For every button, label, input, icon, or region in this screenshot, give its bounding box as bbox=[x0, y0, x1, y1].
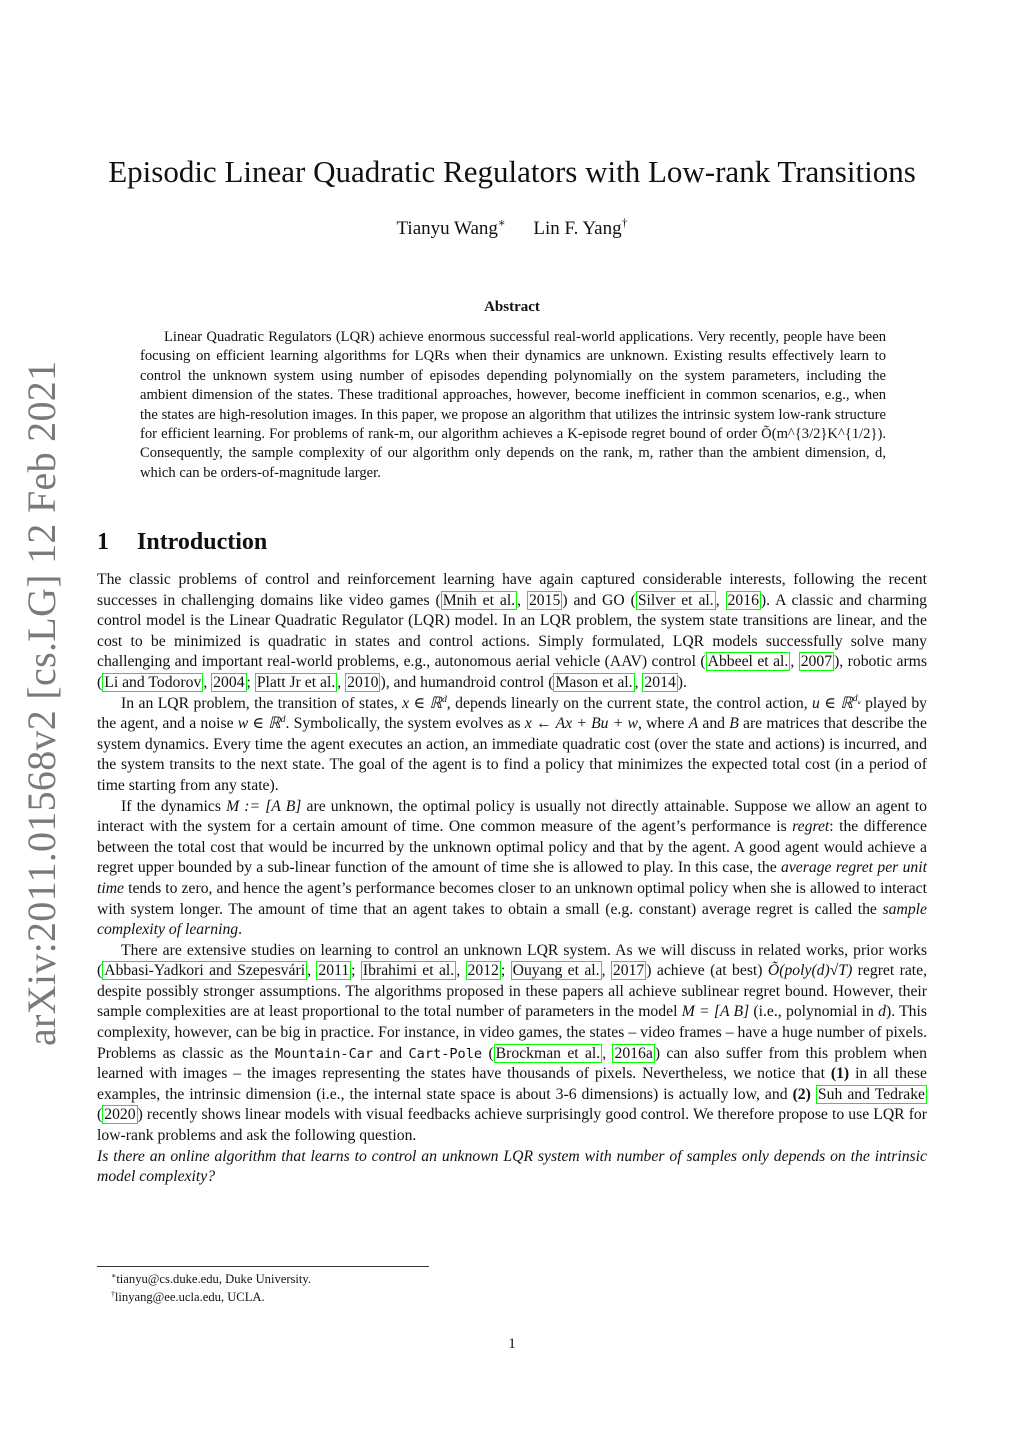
section-heading bbox=[97, 526, 267, 558]
footnote-divider bbox=[97, 1266, 429, 1267]
math-inline: B bbox=[729, 715, 739, 733]
math-inline: A bbox=[688, 715, 699, 733]
emphasis: average regret per unit time bbox=[97, 859, 927, 897]
author-footnote-mark: ∗ bbox=[497, 216, 506, 230]
math-inline: d bbox=[878, 1003, 886, 1021]
citation-link[interactable]: Platt Jr et al. bbox=[256, 673, 336, 691]
research-question: Is there an online algorithm that learns to control an unknown LQR system with number of samples only depends on the intrinsic model complexity? bbox=[97, 1147, 927, 1186]
footnote: †linyang@ee.ucla.edu, UCLA. bbox=[111, 1288, 265, 1304]
paragraph: The classic problems of control and reinforcement learning have again captured considerable interests, following the recent successes in challenging domains like video games ( Mnih et al. , 2015 ) and GO ( Silver et al. , 2016 ). A classic and charming control model is the Linear Quadratic Regulator (LQR) model. In an LQR problem, the system state transitions are linear, and the cost to be minimized is quadratic in states and control actions. Simply formulated, LQR models successfully solve many challenging and important real-world problems, e.g., autonomous aerial vehicle (AAV) control ( Abbeel et al. , 2007 ), robotic arms ( Li and Todorov , 2004 ; Platt Jr et al. , 2010 ), and humandroid control ( Mason et al. , 2014 ). bbox=[97, 571, 928, 691]
paragraph: If the dynamics M := [A B] are unknown, the optimal policy is usually not directly attainable. Suppose we allow an agent to interact with the system for a certain amount of time. One common measure of the agent’s performance is regret: the difference between the total cost that would be incurred by the unknown optimal policy and that by the agent. A good agent would achieve a regret upper bounded by a sub-linear function of the amount of time she is allowed to play. In this case, the average regret per unit time tends to zero, and hence the agent’s performance becomes closer to an unknown optimal policy when she is allowed to interact with system longer. The amount of time that an agent takes to obtain a small (e.g. constant) average regret is called the sample complexity of learning. bbox=[97, 797, 927, 939]
footnote: ∗tianyu@cs.duke.edu, Duke University. bbox=[111, 1270, 312, 1286]
author-list bbox=[60, 215, 964, 243]
citation-link[interactable]: Abbeel et al. bbox=[707, 653, 789, 671]
author-name: Lin F. Yang bbox=[533, 218, 622, 239]
citation-link[interactable]: 2010 bbox=[347, 673, 379, 691]
emphasis: regret bbox=[792, 818, 830, 836]
citation-link[interactable]: Li and Todorov bbox=[104, 673, 202, 691]
math-inline: M := [A B] bbox=[226, 797, 302, 815]
footnotes bbox=[97, 1270, 697, 1306]
citation-link[interactable]: Silver et al. bbox=[637, 591, 714, 609]
citation-link[interactable]: 2012 bbox=[467, 962, 499, 980]
citation-link[interactable]: Suh and Tedrake bbox=[817, 1085, 925, 1103]
math-inline: Õ(poly(d)√T) bbox=[767, 962, 853, 980]
citation-link[interactable]: 2007 bbox=[800, 653, 833, 671]
citation-link[interactable]: Brockman et al. bbox=[495, 1044, 601, 1062]
paper-title: Episodic Linear Quadratic Regulators with Low-rank Transitions bbox=[108, 154, 916, 189]
citation-link[interactable]: 2020 bbox=[104, 1106, 136, 1124]
citation-link[interactable]: Mason et al. bbox=[555, 673, 633, 691]
code-term: Cart-Pole bbox=[408, 1045, 483, 1062]
author-footnote-mark: † bbox=[621, 216, 628, 230]
citation-link[interactable]: 2004 bbox=[213, 673, 245, 691]
section-number: 1 bbox=[97, 529, 109, 555]
citation-link[interactable]: 2017 bbox=[612, 962, 645, 980]
introduction-body bbox=[97, 570, 927, 1188]
abstract-heading: Abstract bbox=[484, 299, 540, 315]
emphasis: sample complexity of learning bbox=[97, 900, 927, 939]
bold-marker: (1) bbox=[830, 1065, 850, 1083]
abstract-body bbox=[140, 328, 886, 483]
paragraph: There are extensive studies on learning to control an unknown LQR system. As we will discuss in related works, prior works ( Abbasi-Yadkori and Szepesvári , 2011 ; Ibrahimi et al. , 2012 ; Ouyang et al. , 2017 ) achieve (at best) Õ(poly(d)√T) regret rate, despite possibly stronger assumptions. The algorithms proposed in these papers all achieve sublinear regret bound. However, their sample complexities are at least proportional to the total number of parameters in the model M = [A B] (i.e., polynomial in d). This complexity, however, can be big in practice. For instance, in video games, the states – video frames – have a huge number of pixels. Problems as classic as the Mountain-Car and Cart-Pole ( Brockman et al. , 2016a ) can also suffer from this problem when learned with images – the images representing the states have thousands of pixels. Nevertheless, we notice that (1) in all these examples, the intrinsic dimension (i.e., the internal state space is about 3-6 dimensions) is actually low, and (2) Suh and Tedrake ( 2020 ) recently shows linear models with visual feedbacks achieve surprisingly good control. We therefore propose to use LQR for low-rank problems and ask the following question. bbox=[97, 941, 928, 1145]
math-inline: x ∈ ℝ$^d$ bbox=[402, 693, 447, 712]
citation-link[interactable]: 2015 bbox=[528, 591, 561, 609]
paragraph: In an LQR problem, the transition of states, x ∈ ℝ$^d$, depends linearly on the current state, the control action, u ∈ ℝ$^{d_u}$ played by the agent, and a noise w ∈ ℝ$^d$. Symbolically, the system evolves as x ← Ax + Bu + w, where A and B are matrices that describe the system dynamics. Every time the agent executes an action, an immediate quadratic cost (over the state and actions) is incurred, and the system transits to the next state. The goal of the agent is to find a policy that minimizes the expected total cost (in a period of time starting from any state). bbox=[97, 693, 928, 794]
math-inline: x ← Ax + Bu + w bbox=[524, 715, 638, 733]
citation-link[interactable]: Ouyang et al. bbox=[512, 962, 600, 980]
math-inline: M = [A B] bbox=[681, 1003, 750, 1021]
page-number: 1 bbox=[508, 1336, 516, 1352]
citation-link[interactable]: 2014 bbox=[644, 673, 676, 691]
citation-link[interactable]: 2016a bbox=[614, 1044, 653, 1062]
bold-marker: (2) bbox=[792, 1085, 811, 1103]
citation-link[interactable]: Mnih et al. bbox=[442, 591, 516, 609]
citation-link[interactable]: Ibrahimi et al. bbox=[362, 962, 455, 980]
math-inline: u ∈ ℝ$^{d_u}$ bbox=[812, 693, 861, 712]
citation-link[interactable]: 2016 bbox=[727, 591, 759, 609]
abstract-text: Linear Quadratic Regulators (LQR) achieve enormous successful real-world applications. Very recently, people have been focusing on efficient learning algorithms for LQRs when their dynamics are unknown. Existing results effectively learn to control the unknown system using number of episodes depending polynomially on the system parameters, including the ambient dimension of the states. These traditional approaches, however, become inefficient in common scenarios, e.g., when the states are high-resolution images. In this paper, we propose an algorithm that utilizes the intrinsic system low-rank structure for efficient learning. For problems of rank-m, our algorithm achieves a K-episode regret bound of order Õ(m^{3/2}K^{1/2}). Consequently, the sample complexity of our algorithm only depends on the rank, m, rather than the ambient dimension, d, which can be orders-of-magnitude larger. bbox=[140, 329, 886, 481]
section-title: Introduction bbox=[137, 529, 268, 555]
author-name: Tianyu Wang bbox=[396, 218, 498, 239]
arxiv-identifier-stamp: arXiv:2011.01568v2 [cs.LG] 12 Feb 2021 bbox=[19, 360, 64, 1046]
citation-link[interactable]: Abbasi-Yadkori and Szepesvári bbox=[104, 962, 306, 980]
citation-link[interactable]: 2011 bbox=[318, 962, 350, 980]
code-term: Mountain-Car bbox=[274, 1045, 374, 1062]
math-inline: w ∈ ℝ$^d$ bbox=[237, 713, 286, 733]
